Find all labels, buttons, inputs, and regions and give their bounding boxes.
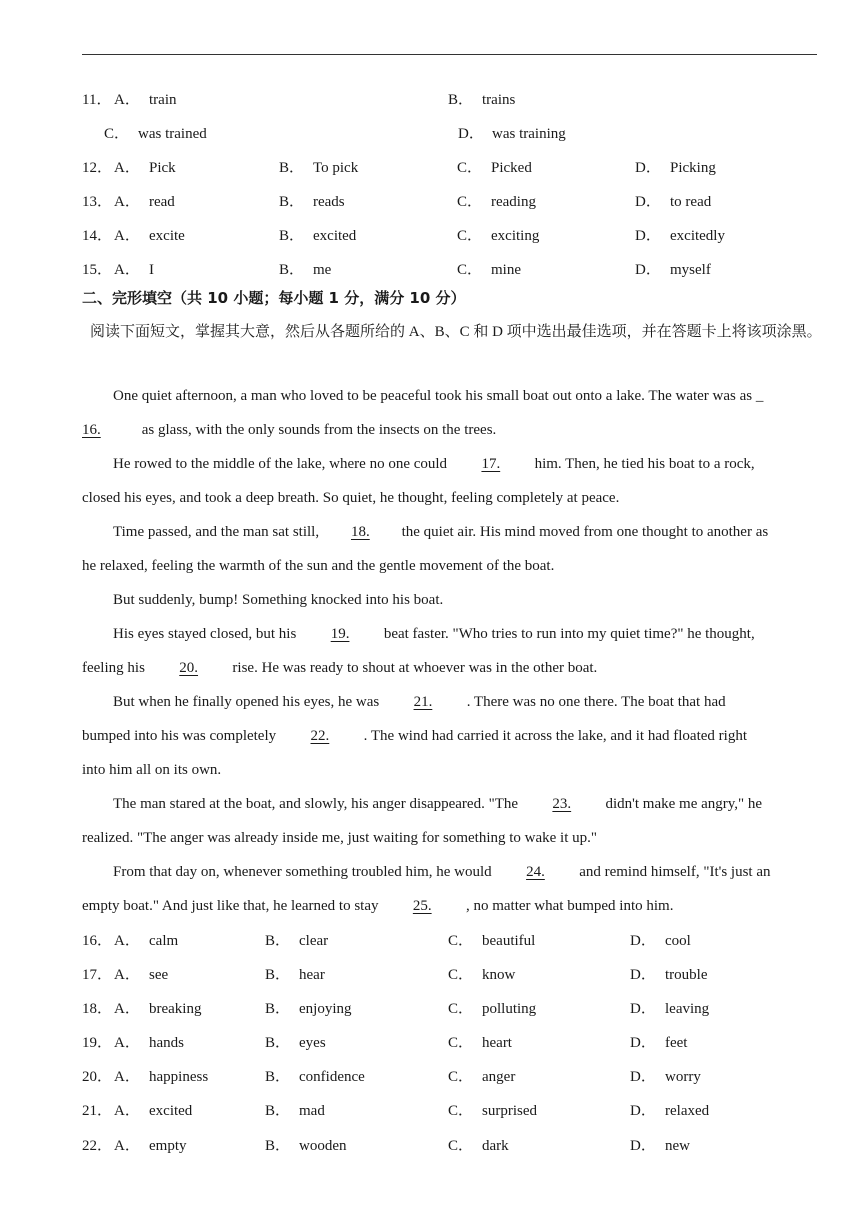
option-a-letter: A． [114,933,140,949]
option-b-text: To pick [313,160,359,176]
passage-text: . The wind had carried it across the lake, and it had floated right [359,728,747,744]
option-a-text: empty [149,1138,187,1154]
option-c-text: beautiful [482,933,536,949]
option-a-text: I [149,262,154,278]
passage-line [82,657,597,679]
question-number: 14． [82,228,113,244]
option-b-text: eyes [299,1035,326,1051]
passage-line [113,861,770,883]
option-a-letter: A． [114,1035,140,1051]
option-d-letter: D． [458,126,484,142]
passage-line [113,385,763,407]
passage-text: him. Then, he tied his boat to a rock, [530,456,755,472]
question-number: 22． [82,1138,113,1154]
option-b-text: trains [482,92,516,108]
option-a-letter: A． [114,92,140,108]
passage-text: One quiet afternoon, a man who loved to be peaceful took his small boat out onto a lake. The water was as [113,388,753,404]
option-a-letter: A． [114,160,140,176]
passage-text: From that day on, whenever something troubled him, he would [113,864,496,880]
option-c-text: surprised [482,1103,537,1119]
option-b-text: enjoying [299,1001,352,1017]
passage-text: the quiet air. His mind moved from one thought to another as [397,524,769,540]
option-b-text: confidence [299,1069,365,1085]
passage-line [82,725,747,747]
passage-text: empty boat." And just like that, he learned to stay [82,898,383,914]
option-d-letter: D． [635,262,661,278]
passage-text: feeling his [82,660,149,676]
question-number: 13． [82,194,113,210]
option-c-letter: C． [457,262,483,278]
section-heading: 二、完形填空（共 10 小题；每小题 1 分，满分 10 分） [82,289,466,307]
question-21 [82,1100,822,1122]
blank-23: 23. [552,796,572,812]
option-b-text: reads [313,194,345,210]
passage-line: realized. "The anger was already inside me, just waiting for something to wake it up." [82,830,598,846]
option-a-text: happiness [149,1069,209,1085]
passage-text: didn't make me angry," he [601,796,763,812]
option-c-text: dark [482,1138,509,1154]
option-c-text: know [482,967,516,983]
blank-17: 17. [481,456,501,472]
option-d-text: feet [665,1035,688,1051]
passage-text: Time passed, and the man sat still, [113,524,323,540]
blank-25: 25. [412,898,432,914]
passage-text: He rowed to the middle of the lake, where no one could [113,456,451,472]
option-c-letter: C． [448,1035,474,1051]
question-number: 17． [82,967,113,983]
option-d-letter: D． [630,1138,656,1154]
option-a-text: read [149,194,175,210]
question-number: 21． [82,1103,113,1119]
passage-text: The man stared at the boat, and slowly, his anger disappeared. "The [113,796,522,812]
passage-text: . There was no one there. The boat that had [462,694,726,710]
passage-line: But suddenly, bump! Something knocked into his boat. [113,592,444,608]
question-11-line-2 [82,123,822,145]
question-number: 11． [82,92,112,108]
passage-text: beat faster. "Who tries to run into my quiet time?" he thought, [380,626,755,642]
option-b-text: mad [299,1103,325,1119]
question-number: 16． [82,933,113,949]
option-d-letter: D． [635,194,661,210]
passage-line [113,453,755,475]
option-d-text: excitedly [670,228,725,244]
option-b-letter: B． [265,1035,291,1051]
option-c-letter: C． [448,933,474,949]
option-b-letter: B． [265,933,291,949]
option-a-text: calm [149,933,179,949]
blank-16: 16. [82,422,101,438]
section-instruction: 阅读下面短文，掌握其大意，然后从各题所给的 A、B、C 和 D 项中选出最佳选项，并在答题卡上将该项涂黑。 [90,324,822,340]
option-c-letter: C． [457,194,483,210]
passage-line [82,895,673,917]
option-c-letter: C． [448,1001,474,1017]
header-rule [82,54,817,55]
question-14 [82,225,822,247]
question-number: 15． [82,262,113,278]
option-b-letter: B． [265,967,291,983]
option-d-letter: D． [630,1103,656,1119]
option-d-text: leaving [665,1001,710,1017]
option-c-text: was trained [138,126,207,142]
option-b-text: excited [313,228,357,244]
option-c-letter: C． [448,1138,474,1154]
question-20 [82,1066,822,1088]
passage-text: as glass, with the only sounds from the insects on the trees. [138,422,497,438]
option-d-text: was training [492,126,566,142]
passage-line [113,793,762,815]
option-b-letter: B． [265,1001,291,1017]
option-c-text: Picked [491,160,532,176]
passage-line [113,623,755,645]
question-18 [82,998,822,1020]
option-c-letter: C． [457,228,483,244]
passage-text: bumped into his was completely [82,728,280,744]
question-15 [82,259,822,281]
option-d-letter: D． [630,967,656,983]
option-a-letter: A． [114,1138,140,1154]
option-d-text: trouble [665,967,708,983]
option-d-text: relaxed [665,1103,710,1119]
option-d-text: myself [670,262,711,278]
option-b-letter: B． [265,1069,291,1085]
option-d-text: cool [665,933,691,949]
question-22 [82,1135,822,1157]
question-16 [82,930,822,952]
option-a-letter: A． [114,194,140,210]
option-b-letter: B． [265,1138,291,1154]
option-d-letter: D． [630,1069,656,1085]
option-d-letter: D． [630,933,656,949]
option-c-letter: C． [448,1103,474,1119]
option-b-text: me [313,262,332,278]
option-b-letter: B． [279,262,305,278]
option-a-text: excite [149,228,185,244]
option-a-text: excited [149,1103,193,1119]
passage-text: rise. He was ready to shout at whoever was in the other boat. [228,660,598,676]
question-11 [82,89,822,111]
option-b-letter: B． [448,92,474,108]
question-17 [82,964,822,986]
option-d-letter: D． [635,228,661,244]
option-a-letter: A． [114,262,140,278]
option-c-text: anger [482,1069,516,1085]
option-d-text: to read [670,194,712,210]
passage-line [82,419,496,441]
option-d-letter: D． [635,160,661,176]
option-a-letter: A． [114,967,140,983]
option-b-letter: B． [265,1103,291,1119]
option-a-text: see [149,967,169,983]
option-a-text: hands [149,1035,184,1051]
option-b-letter: B． [279,194,305,210]
option-d-letter: D． [630,1035,656,1051]
question-number: 20． [82,1069,113,1085]
passage-line: into him all on its own. [82,762,222,778]
passage-line: closed his eyes, and took a deep breath. So quiet, he thought, feeling completely at peace. [82,490,620,506]
passage-line [113,521,768,543]
option-c-letter: C． [448,1069,474,1085]
passage-text: and remind himself, "It's just an [575,864,771,880]
option-c-text: exciting [491,228,540,244]
blank-24: 24. [526,864,545,880]
option-c-letter: C． [104,126,130,142]
blank-19: 19. [330,626,350,642]
option-a-text: train [149,92,177,108]
question-12 [82,157,822,179]
passage-line [113,691,726,713]
blank-21: 21. [413,694,433,710]
option-b-text: wooden [299,1138,347,1154]
option-d-text: new [665,1138,690,1154]
option-c-text: reading [491,194,536,210]
passage-text: His eyes stayed closed, but his [113,626,301,642]
question-13 [82,191,822,213]
option-c-text: polluting [482,1001,537,1017]
question-number: 18． [82,1001,113,1017]
option-b-letter: B． [279,160,305,176]
question-19 [82,1032,822,1054]
passage-line: he relaxed, feeling the warmth of the sun and the gentle movement of the boat. [82,558,555,574]
option-c-text: heart [482,1035,512,1051]
option-a-text: Pick [149,160,176,176]
option-b-text: hear [299,967,325,983]
option-d-letter: D． [630,1001,656,1017]
blank-18: 18. [350,524,370,540]
question-number: 19． [82,1035,113,1051]
option-d-text: Picking [670,160,716,176]
question-number: 12． [82,160,113,176]
blank-20: 20. [179,660,199,676]
option-a-text: breaking [149,1001,202,1017]
option-a-letter: A． [114,1069,140,1085]
option-d-text: worry [665,1069,701,1085]
blank-22: 22. [310,728,330,744]
option-a-letter: A． [114,1103,140,1119]
passage-text: But when he finally opened his eyes, he was [113,694,383,710]
option-a-letter: A． [114,1001,140,1017]
option-c-letter: C． [448,967,474,983]
option-b-letter: B． [279,228,305,244]
passage-text: _ [752,388,764,404]
passage-text: , no matter what bumped into him. [462,898,674,914]
option-c-text: mine [491,262,521,278]
option-a-letter: A． [114,228,140,244]
option-c-letter: C． [457,160,483,176]
option-b-text: clear [299,933,329,949]
